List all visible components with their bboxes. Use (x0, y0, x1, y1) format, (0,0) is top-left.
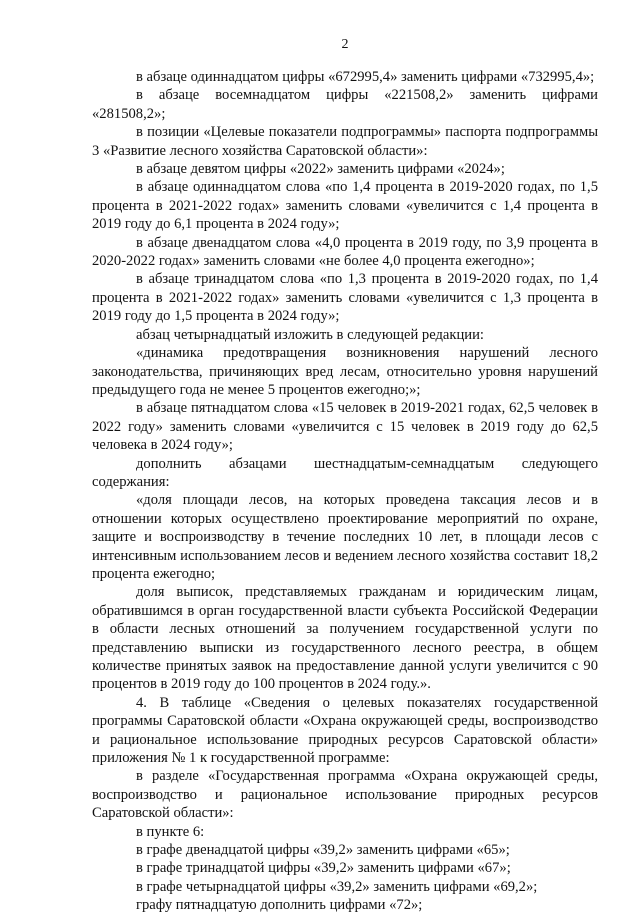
paragraph-18: в графе тринадцатой цифры «39,2» заменить цифрами «67»; (136, 860, 511, 877)
paragraph-8: абзац четырнадцатый изложить в следующей редакции: (136, 326, 484, 343)
paragraph-6: в абзаце двенадцатом слова «4,0 процента в 2019 году, по 3,9 процента в 2020-2022 годах» заменить словами «не более 4,0 процента ежегодно»; (92, 234, 598, 270)
paragraph-2: в абзаце восемнадцатом цифры «221508,2» заменить цифрами «281508,2»; (92, 87, 598, 122)
paragraph-16: в пункте 6: (136, 823, 205, 840)
paragraph-11: дополнить абзацами шестнадцатым-семнадцатым следующего содержания: (92, 455, 598, 490)
paragraph-1: в абзаце одиннадцатом цифры «672995,4» заменить цифрами «732995,4»; (136, 69, 595, 85)
paragraph-20: графу пятнадцатую дополнить цифрами «72»; (136, 897, 423, 914)
paragraph-3: в позиции «Целевые показатели подпрограммы» паспорта подпрограммы 3 «Развитие лесного хозяйства Саратовской области»: (92, 124, 598, 159)
paragraph-15: в разделе «Государственная программа «Охрана окружающей среды, воспроизводство и рациональное использование природных ресурсов Саратовской области»: (92, 768, 598, 822)
paragraph-13: доля выписок, представляемых гражданам и юридическим лицам, обратившимся в орган государственной власти субъекта Российской Федерации в области лесных отношений за получением государственной услуги по представлению выписки из государственного лесного реестра, в общем количестве принятых заявок на предоставление данной услуги увеличится с 90 процентов в 2019 году до 100 процентов в 2024 году.». (92, 584, 598, 693)
page-number: 2 (341, 37, 349, 52)
paragraph-14: 4. В таблице «Сведения о целевых показателях государственной программы Саратовской области «Охрана окружающей среды, воспроизводство и рациональное использование природных ресурсов Саратовской области» приложения № 1 к государственной программе: (92, 694, 598, 767)
paragraph-12: «доля площади лесов, на которых проведена таксация лесов и в отношении которых осуществлено проектирование мероприятий по охране, защите и воспроизводству в течение последних 10 лет, в площади лесов с интенсивным использованием лесов и ведением лесного хозяйства составит 18,2 процента ежегодно; (92, 492, 598, 582)
document-body (92, 68, 598, 915)
paragraph-19: в графе четырнадцатой цифры «39,2» заменить цифрами «69,2»; (136, 878, 538, 895)
paragraph-9: «динамика предотвращения возникновения нарушений лесного законодательства, причиняющих вред лесам, относительно уровня нарушений предыдущего года не менее 5 процентов ежегодно;»; (92, 345, 598, 398)
paragraph-17: в графе двенадцатой цифры «39,2» заменить цифрами «65»; (136, 842, 510, 859)
paragraph-4: в абзаце девятом цифры «2022» заменить цифрами «2024»; (136, 161, 505, 178)
paragraph-10: в абзаце пятнадцатом слова «15 человек в 2019-2021 годах, 62,5 человек в 2022 году» заменить словами «увеличится с 15 человек в 2019 году до 62,5 человека в 2024 году»; (92, 400, 598, 454)
paragraph-7: в абзаце тринадцатом слова «по 1,3 процента в 2019-2020 годах, по 1,4 процента в 2021-2022 годах» заменить словами «увеличится с 1,3 процента в 2019 году до 1,5 процента в 2024 году»; (92, 271, 598, 325)
paragraph-5: в абзаце одиннадцатом слова «по 1,4 процента в 2019-2020 годах, по 1,5 процента в 2021-2022 годах» заменить словами «увеличится с 1,4 процента в 2019 году до 6,1 процента в 2024 году»; (92, 179, 598, 233)
